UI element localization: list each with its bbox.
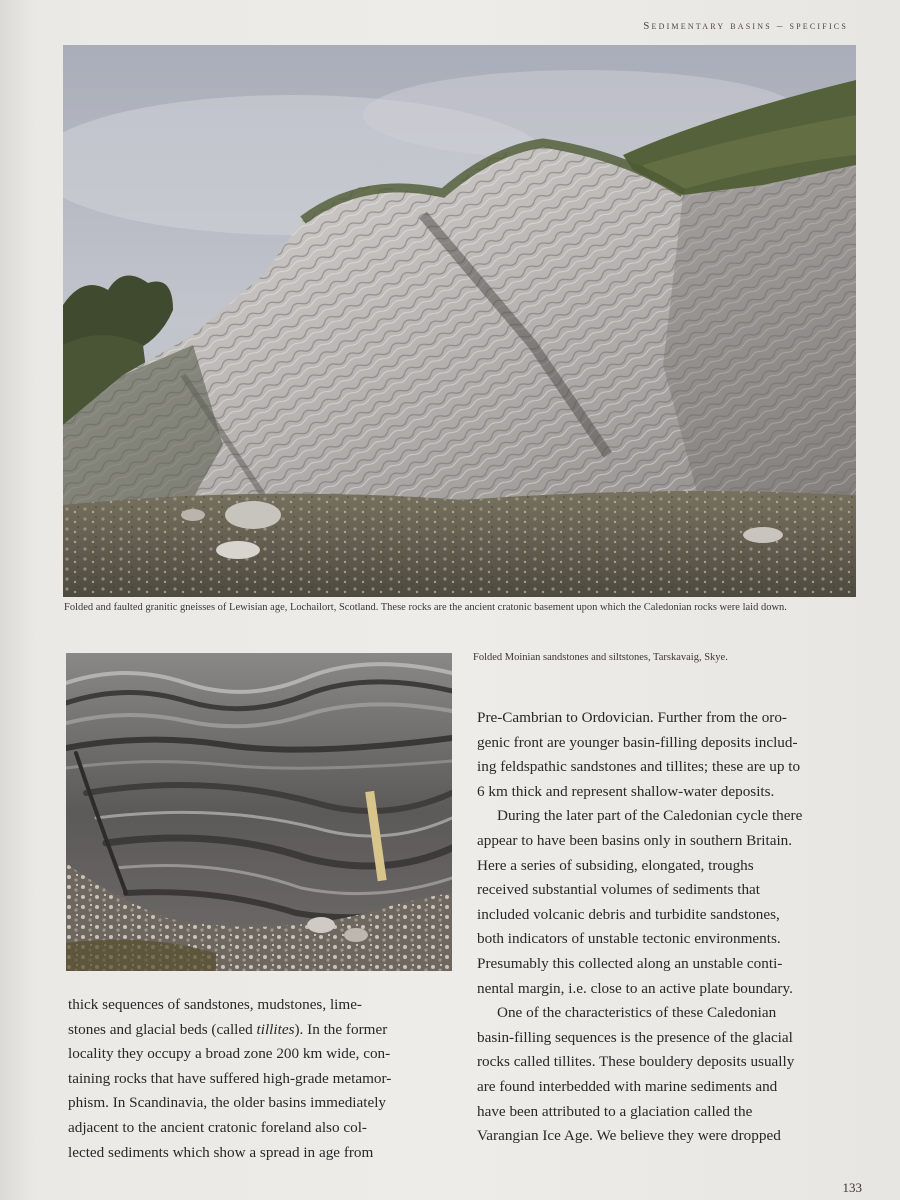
- folded-sandstones-illustration: [66, 653, 452, 971]
- gneiss-outcrop-illustration: [63, 45, 856, 597]
- text-line: rocks called tillites. These bouldery deposits usually: [477, 1053, 795, 1071]
- text-line: included volcanic debris and turbidite sandstones,: [477, 905, 780, 923]
- left-paragraph: [68, 993, 453, 1165]
- text-line: nental margin, i.e. close to an active plate boundary.: [477, 979, 793, 997]
- text-line: genic front are younger basin-filling deposits includ-: [477, 733, 798, 751]
- tillites-term: tillites: [256, 1020, 295, 1038]
- text-line: Presumably this collected along an unstable conti-: [477, 954, 783, 972]
- left-figure-caption: Folded Moinian sandstones and siltstones, Tarskavaig, Skye.: [473, 652, 728, 663]
- left-text-column: [68, 993, 453, 1165]
- gneiss-outcrop-photo: [63, 45, 856, 597]
- right-paragraph-2: [477, 804, 867, 1001]
- text-line: both indicators of unstable tectonic environments.: [477, 930, 781, 948]
- text-line: have been attributed to a glaciation called the: [477, 1102, 753, 1120]
- top-figure-caption: Folded and faulted granitic gneisses of Lewisian age, Lochailort, Scotland. These rocks are the ancient cratonic basement upon which the Caledonian rocks were laid down.: [64, 602, 787, 613]
- text-line: lected sediments which show a spread in age from: [68, 1143, 374, 1161]
- right-paragraph-3: [477, 1001, 867, 1149]
- text-line: phism. In Scandinavia, the older basins immediately: [68, 1094, 387, 1112]
- text-line: ing feldspathic sandstones and tillites; these are up to: [477, 758, 801, 776]
- text-line: Varangian Ice Age. We believe they were dropped: [477, 1127, 781, 1145]
- text-line: basin-filling sequences is the presence of the glacial: [477, 1028, 793, 1046]
- text-line: received substantial volumes of sediments that: [477, 881, 761, 899]
- text-line: locality they occupy a broad zone 200 km wide, con-: [68, 1045, 391, 1063]
- page-number: 133: [842, 1180, 862, 1195]
- folded-sandstones-photo: [66, 653, 452, 971]
- text-line: One of the characteristics of these Caledonian: [497, 1004, 777, 1022]
- text-line: are found interbedded with marine sediments and: [477, 1077, 778, 1095]
- right-text-column: [477, 706, 867, 1149]
- text-line: 6 km thick and represent shallow-water deposits.: [477, 782, 775, 800]
- text-line: adjacent to the ancient cratonic foreland also col-: [68, 1118, 367, 1136]
- text-line: Here a series of subsiding, elongated, troughs: [477, 856, 754, 874]
- text-line: taining rocks that have suffered high-grade metamor-: [68, 1069, 392, 1087]
- text-line: appear to have been basins only in southern Britain.: [477, 831, 793, 849]
- text-line: Pre-Cambrian to Ordovician. Further from the oro-: [477, 709, 787, 726]
- running-head: Sedimentary basins – specifics: [643, 20, 848, 32]
- text-line: stones and glacial beds (called tillites). In the former: [68, 1020, 388, 1038]
- right-paragraph-1: [477, 706, 867, 804]
- text-line: During the later part of the Caledonian cycle there: [497, 807, 803, 825]
- text-line: thick sequences of sandstones, mudstones, lime-: [68, 996, 362, 1013]
